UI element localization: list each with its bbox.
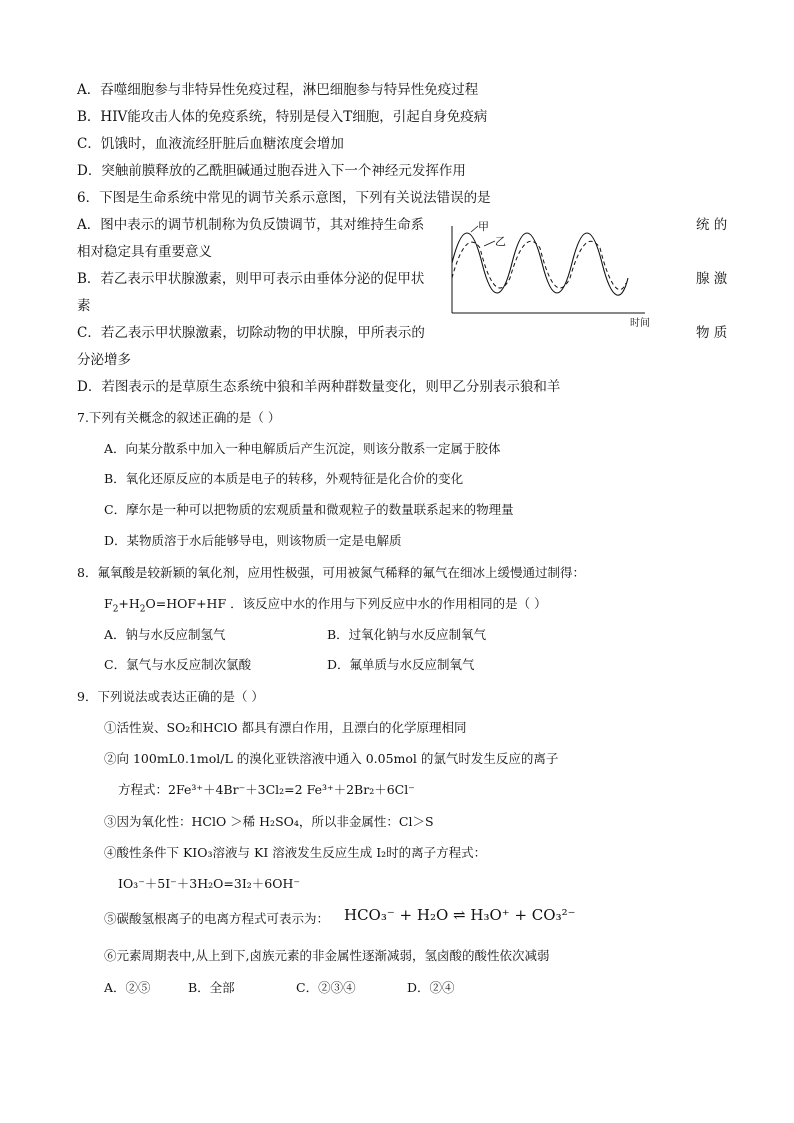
- q9-statement-2: ②向 100mL0.1mol/L 的溴化亚铁溶液中通入 0.05mol 的氯气时发生反应的离子: [104, 751, 559, 766]
- q8-stem: 8．氟氧酸是较新颖的氧化剂，应用性极强，可用被氮气稀释的氟气在细冰上缓慢通过制得：: [77, 565, 585, 580]
- q9-option-a: A．②⑤: [104, 980, 151, 995]
- q5-option-a: A．吞噬细胞参与非特异性免疫过程，淋巴细胞参与特异性免疫过程: [77, 82, 479, 98]
- q7-option-a: A．向某分散系中加入一种电解质后产生沉淀，则该分散系一定属于胶体: [104, 441, 501, 456]
- q6-stem: 6．下图是生命系统中常见的调节关系示意图，下列有关说法错误的是: [77, 190, 491, 206]
- q9-statement-1: ①活性炭、SO₂和HClO 都具有漂白作用，且漂白的化学原理相同: [104, 720, 467, 735]
- q9-statement-4-equation: IO₃⁻＋5I⁻＋3H₂O=3I₂＋6OH⁻: [118, 876, 300, 891]
- q6-option-b-tail: 腺 激: [696, 271, 728, 287]
- q5-option-b: B．HIV能攻击人体的免疫系统，特别是侵入T细胞，引起自身免疫病: [77, 109, 488, 125]
- q8-option-a: A．钠与水反应制氢气: [104, 627, 226, 642]
- label-yi: 乙: [495, 235, 506, 248]
- x-axis-label: 时间: [630, 318, 650, 329]
- q7-option-c: C．摩尔是一种可以把物质的宏观质量和微观粒子的数量联系起来的物理量: [104, 502, 514, 517]
- q6-option-b-cont: 素: [77, 298, 91, 314]
- q8-option-b: B．过氧化钠与水反应制氧气: [327, 627, 487, 642]
- label-jia: 甲: [478, 220, 489, 233]
- q9-option-c: C．②③④: [296, 980, 356, 995]
- q8-option-d: D．氟单质与水反应制氧气: [327, 657, 475, 672]
- q8-option-c: C．氯气与水反应制次氯酸: [104, 657, 252, 672]
- q9-statement-5-equation: HCO₃⁻ + H₂O ⇌ H₃O⁺ + CO₃²⁻: [344, 906, 576, 924]
- q9-statement-3: ③因为氧化性：HClO ＞稀 H₂SO₄，所以非金属性：Cl＞S: [104, 814, 434, 829]
- q9-option-b: B．全部: [188, 980, 235, 995]
- q9-statement-4: ④酸性条件下 KIO₃溶液与 KI 溶液发生反应生成 I₂时的离子方程式：: [104, 845, 487, 860]
- q6-option-c-cont: 分泌增多: [77, 352, 131, 368]
- q6-option-a-tail: 统 的: [696, 217, 728, 233]
- q6-option-b: B．若乙表示甲状腺激素，则甲可表示由垂体分泌的促甲状: [77, 271, 425, 287]
- q9-statement-2-equation: 方程式：2Fe³⁺＋4Br⁻＋3Cl₂=2 Fe³⁺＋2Br₂＋6Cl⁻: [118, 782, 415, 797]
- q7-stem: 7.下列有关概念的叙述正确的是（ ）: [77, 410, 281, 425]
- q9-option-d: D．②④: [407, 980, 455, 995]
- q7-option-b: B．氧化还原反应的本质是电子的转移，外观特征是化合价的变化: [104, 471, 464, 486]
- q6-option-d: D．若图表示的是草原生态系统中狼和羊两种群数量变化，则甲乙分别表示狼和羊: [77, 379, 561, 395]
- q9-stem: 9．下列说法或表达正确的是（ ）: [77, 689, 264, 704]
- q6-option-a: A．图中表示的调节机制称为负反馈调节，其对维持生命系: [77, 217, 425, 233]
- regulation-graph: [440, 218, 660, 333]
- q9-statement-6: ⑥元素周期表中,从上到下,卤族元素的非金属性逐渐减弱，氢卤酸的酸性依次减弱: [104, 948, 550, 963]
- q5-option-d: D．突触前膜释放的乙酰胆碱通过胞吞进入下一个神经元发挥作用: [77, 163, 466, 179]
- q6-option-c-tail: 物 质: [696, 325, 728, 341]
- curve-jia: [452, 233, 628, 295]
- q9-statement-5: ⑤碳酸氢根离子的电离方程式可表示为：: [104, 911, 330, 926]
- q7-option-d: D．某物质溶于水后能够导电，则该物质一定是电解质: [104, 533, 402, 548]
- q5-option-c: C．饥饿时，血液流经肝脏后血糖浓度会增加: [77, 136, 344, 152]
- q8-equation: $F_2+H_2O=HOF+HF$ ．该反应中水的作用与下列反应中水的作用相同的是（ ）: [104, 596, 547, 615]
- q6-option-a-cont: 相对稳定具有重要意义: [77, 244, 212, 260]
- q6-option-c: C．若乙表示甲状腺激素，切除动物的甲状腺，甲所表示的: [77, 325, 425, 341]
